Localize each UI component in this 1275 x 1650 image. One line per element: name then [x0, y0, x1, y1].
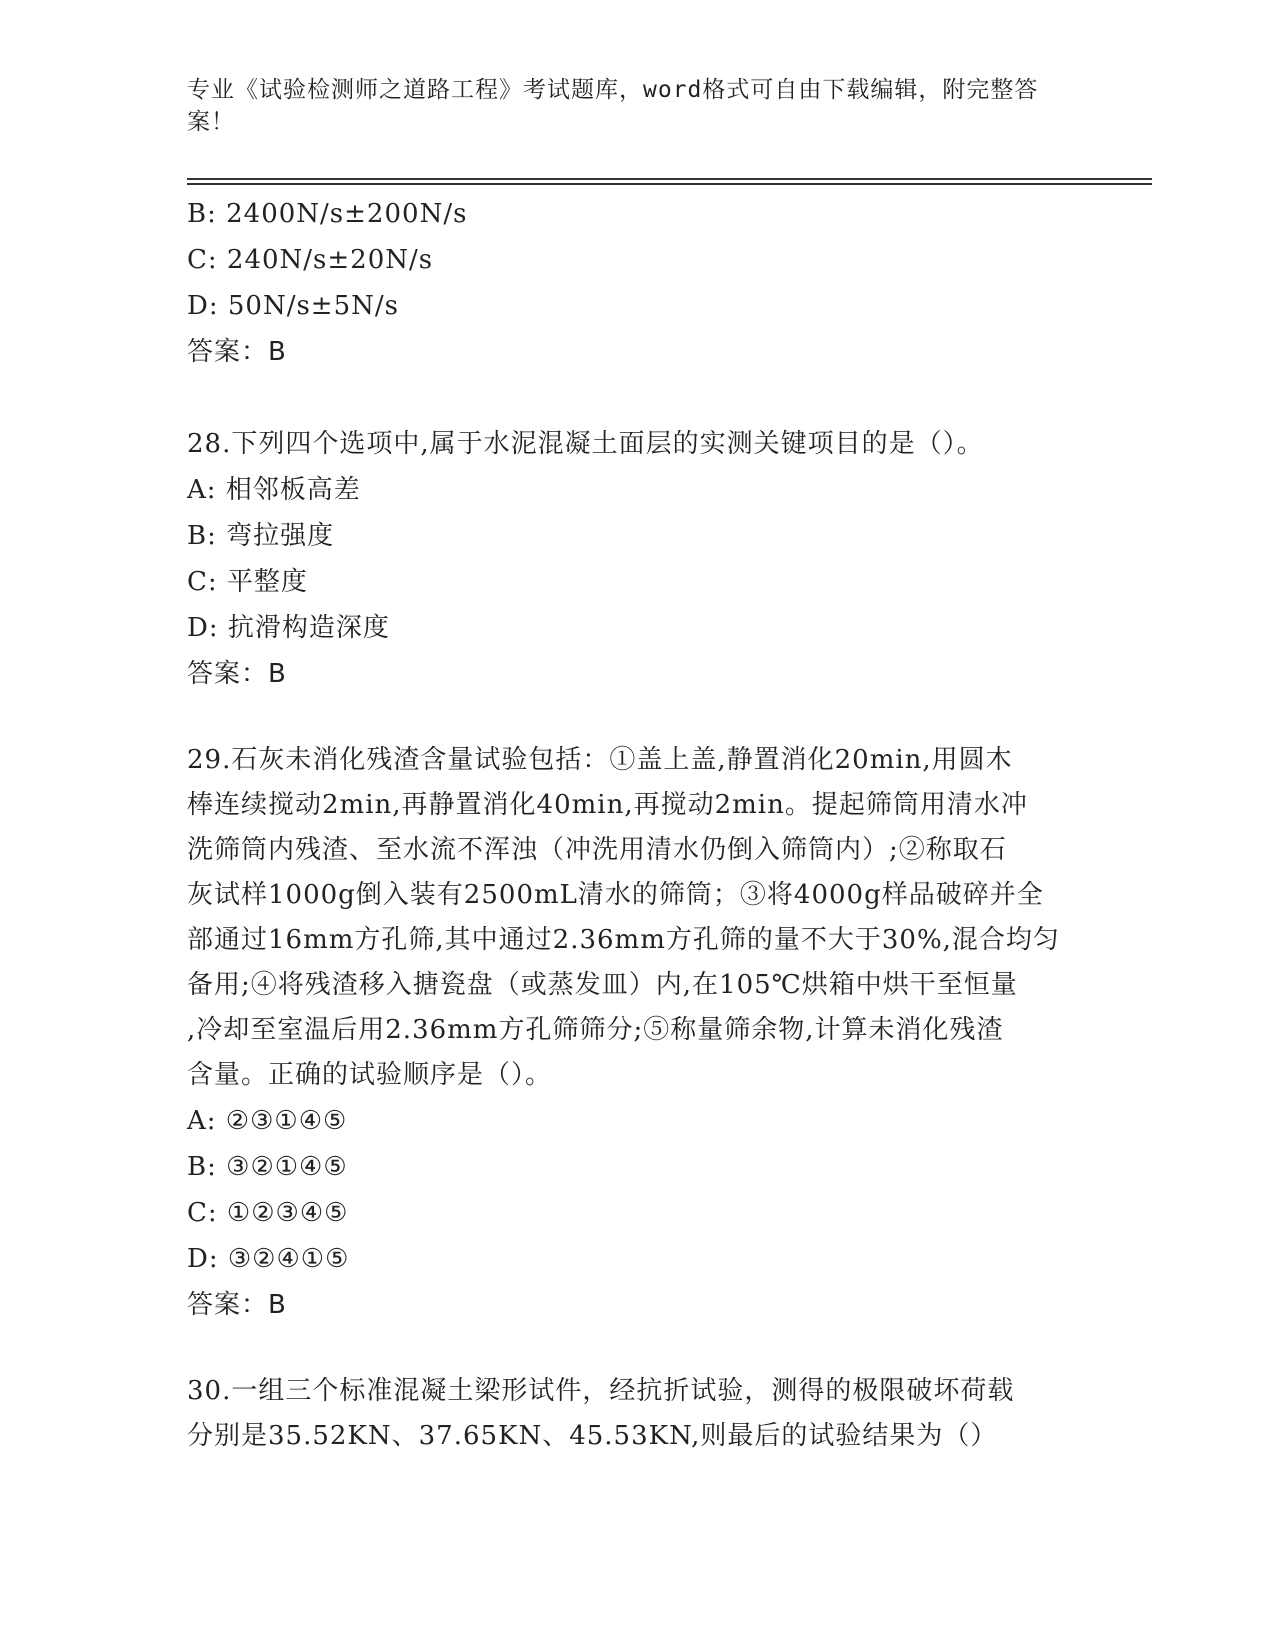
stem-line: 棒连续搅动2min,再静置消化40min,再搅动2min。提起筛筒用清水冲: [187, 790, 1028, 820]
stem-line: 灰试样1000g倒入装有2500mL清水的筛筒；③将4000g样品破碎并全: [187, 880, 1044, 910]
answer-label: 答案：B: [187, 1290, 287, 1320]
answer-label: 答案：B: [187, 337, 287, 367]
option-c: C: 平整度: [187, 567, 308, 597]
question-content: [187, 191, 1087, 1459]
stem-line: 分别是35.52KN、37.65KN、45.53KN,则最后的试验结果为（）: [187, 1421, 998, 1451]
option-a: A: ②③①④⑤: [187, 1106, 348, 1136]
option-b: B: 弯拉强度: [187, 521, 335, 551]
question-28: [187, 421, 1087, 697]
question-29: [187, 738, 1087, 1328]
spacer: [187, 1328, 1087, 1369]
header-line-2: 案！: [187, 109, 235, 135]
option-c: C: ①②③④⑤: [187, 1198, 349, 1228]
answer-label: 答案：B: [187, 659, 287, 689]
spacer: [187, 375, 1087, 421]
header-divider-bottom: [187, 183, 1152, 185]
option-b: B: ③②①④⑤: [187, 1152, 348, 1182]
stem-line: 29.石灰未消化残渣含量试验包括：①盖上盖,静置消化20min,用圆木: [187, 745, 1013, 775]
header-divider-top: [187, 178, 1152, 180]
question-stem: [187, 738, 1087, 1098]
question-30: [187, 1369, 1087, 1459]
stem-line: 部通过16mm方孔筛,其中通过2.36mm方孔筛的量不大于30%,混合均匀: [187, 925, 1060, 955]
document-header: [187, 74, 1067, 138]
question-stem: [187, 1369, 1087, 1459]
option-d: D: 抗滑构造深度: [187, 613, 390, 643]
stem-line: 30.一组三个标准混凝土梁形试件，经抗折试验，测得的极限破坏荷载: [187, 1376, 1015, 1406]
stem-line: ,冷却至室温后用2.36mm方孔筛筛分;⑤称量筛余物,计算未消化残渣: [187, 1015, 1004, 1045]
question-stem: 28.下列四个选项中,属于水泥混凝土面层的实测关键项目的是（）。: [187, 429, 984, 459]
stem-line: 洗筛筒内残渣、至水流不浑浊（冲洗用清水仍倒入筛筒内）;②称取石: [187, 835, 1007, 865]
question-27-tail: [187, 191, 1087, 375]
option-d: D: ③②④①⑤: [187, 1244, 350, 1274]
header-line-1: 专业《试验检测师之道路工程》考试题库，word格式可自由下载编辑，附完整答: [187, 77, 1039, 103]
option-a: A: 相邻板高差: [187, 475, 361, 505]
option-c: C: 240N/s±20N/s: [187, 245, 434, 275]
stem-line: 备用;④将残渣移入搪瓷盘（或蒸发皿）内,在105℃烘箱中烘干至恒量: [187, 970, 1018, 1000]
option-b: B: 2400N/s±200N/s: [187, 199, 468, 229]
option-d: D: 50N/s±5N/s: [187, 291, 399, 321]
spacer: [187, 697, 1087, 738]
stem-line: 含量。正确的试验顺序是（）。: [187, 1060, 553, 1090]
